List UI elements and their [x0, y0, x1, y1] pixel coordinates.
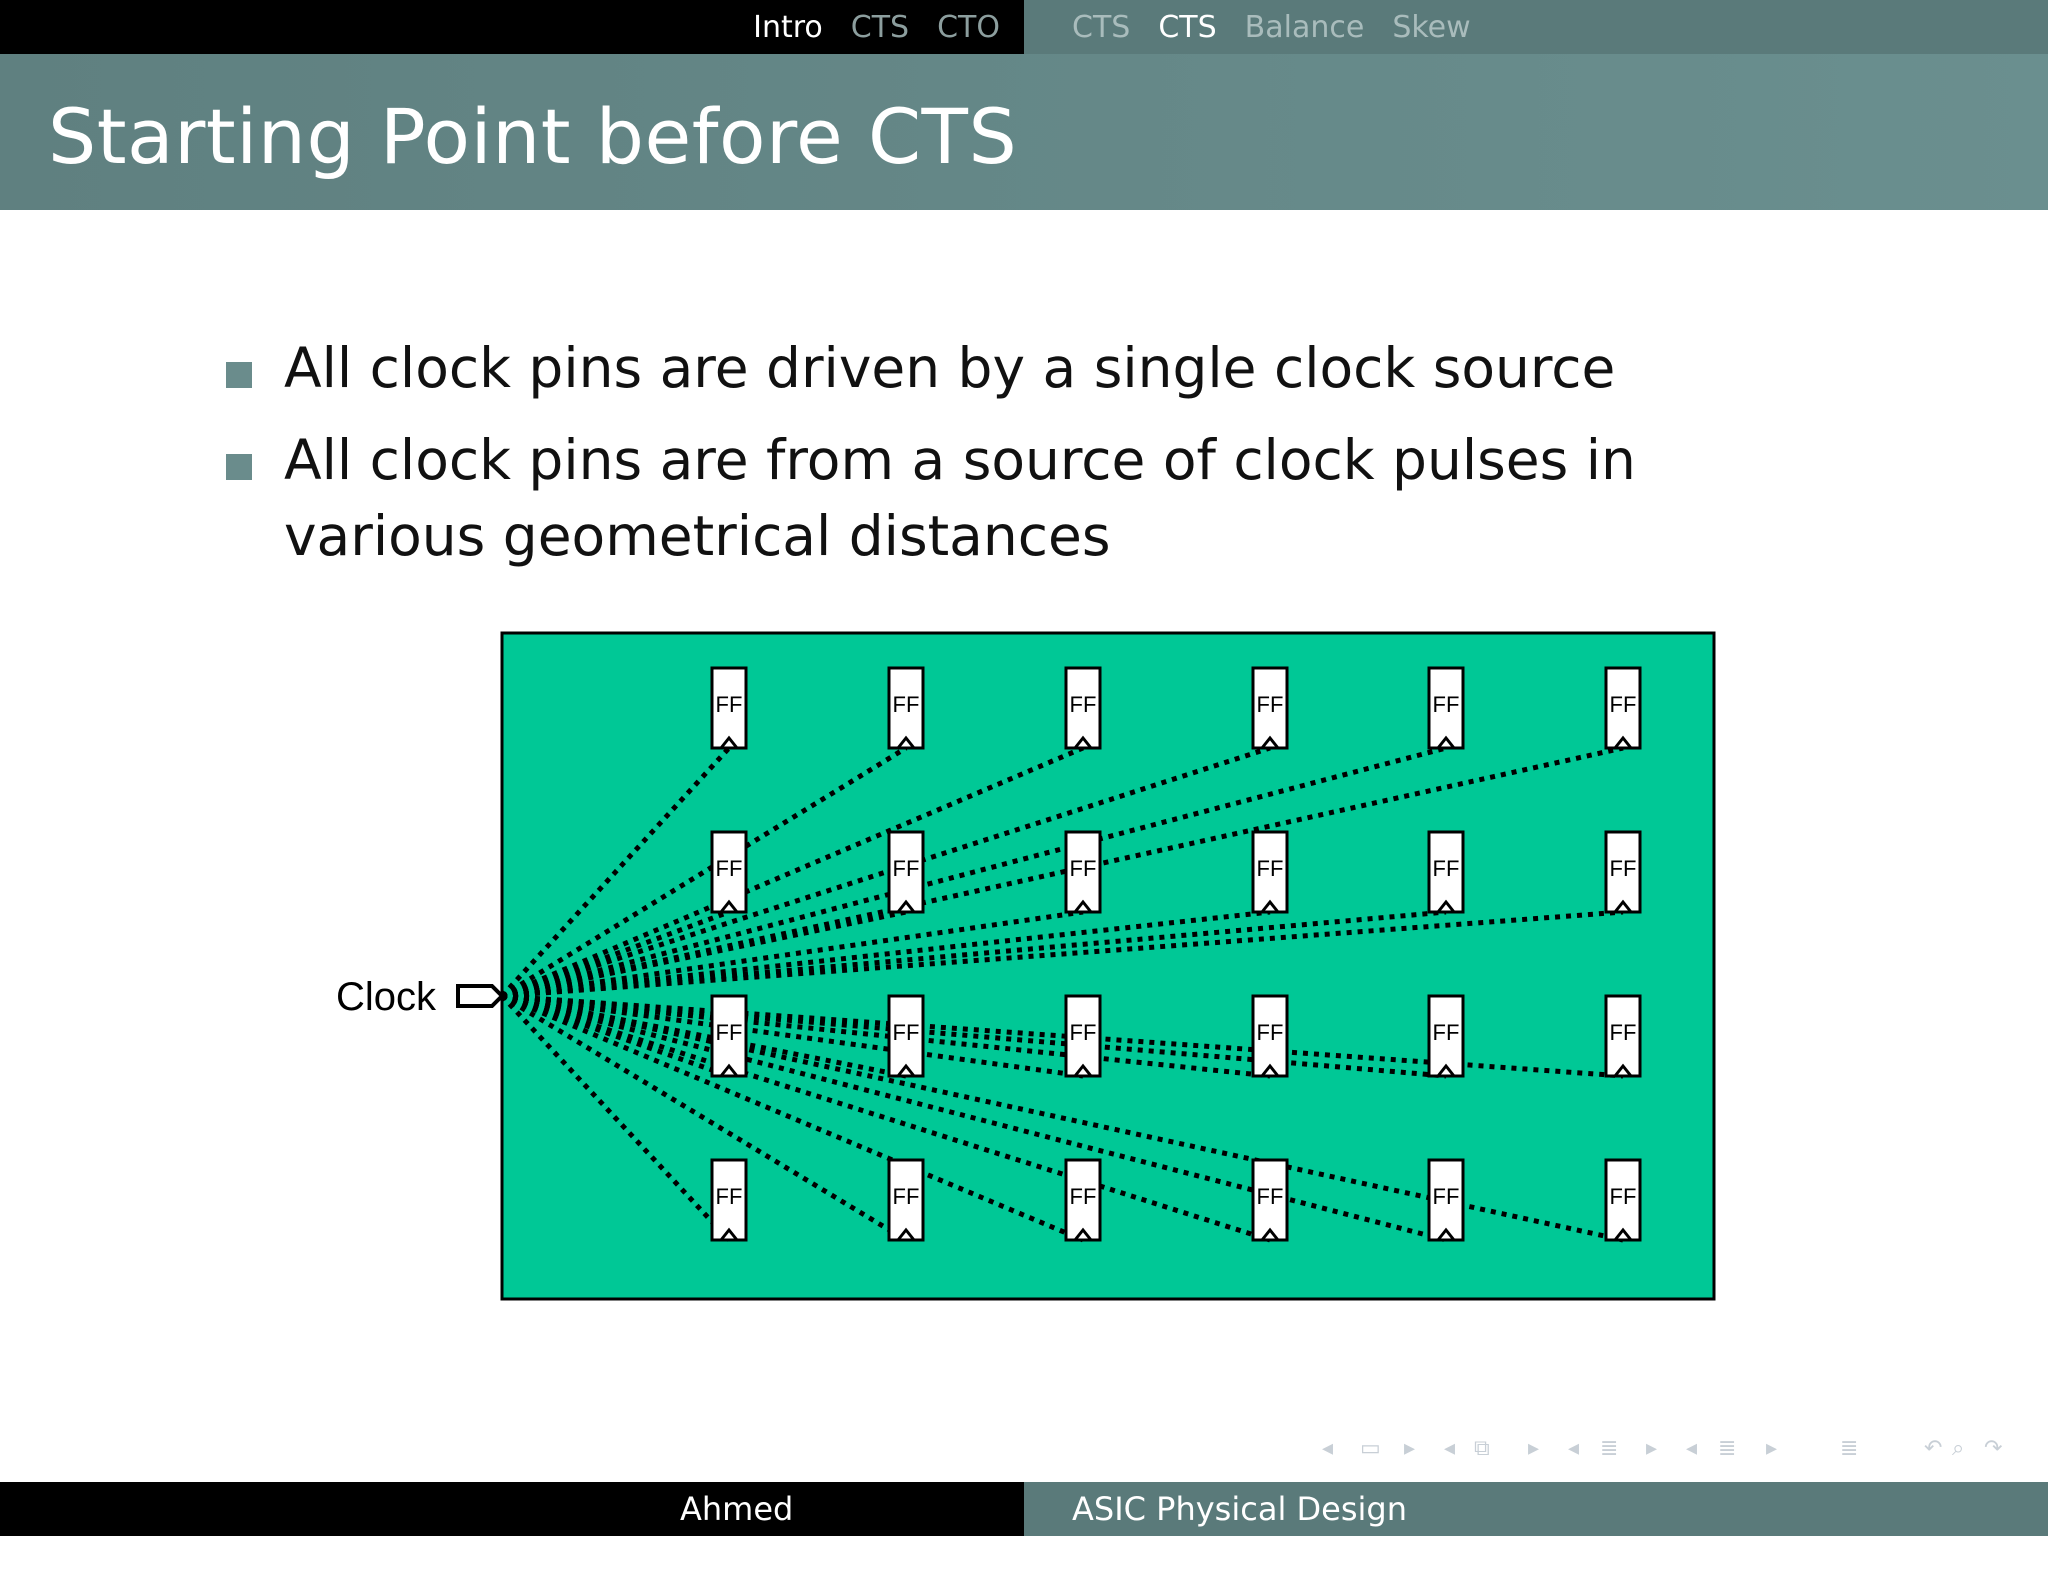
nav-forward-icon[interactable]: ↷	[1984, 1436, 2003, 1461]
flip-flop-label: FF	[1609, 692, 1637, 717]
flip-flop-cell	[889, 1160, 923, 1240]
clock-label: Clock	[336, 975, 437, 1019]
flip-flop-cell	[1066, 668, 1100, 748]
nav-back-icon[interactable]: ↶	[1924, 1436, 1943, 1461]
flip-flop-label: FF	[892, 856, 920, 881]
nav-item-cto[interactable]: CTO	[937, 9, 1000, 45]
flip-flop-label: FF	[892, 1020, 920, 1045]
flip-flop-cell	[1066, 996, 1100, 1076]
flip-flop-label: FF	[1256, 1184, 1284, 1209]
nav-item-skew[interactable]: Skew	[1392, 9, 1471, 45]
nav-section-icon[interactable]: ≣	[1600, 1436, 1619, 1461]
flip-flop-cell	[889, 996, 923, 1076]
nav-section-next-icon[interactable]: ▸	[1646, 1436, 1658, 1461]
flip-flop-label: FF	[1069, 1020, 1097, 1045]
flip-flop-label: FF	[1609, 856, 1637, 881]
flip-flop-label: FF	[1432, 1020, 1460, 1045]
flip-flop-label: FF	[715, 856, 743, 881]
nav-frame-prev-icon[interactable]: ◂	[1322, 1436, 1334, 1461]
bullet-text: All clock pins are driven by a single clock source	[284, 336, 1616, 400]
flip-flop-label: FF	[715, 692, 743, 717]
footer-course: ASIC Physical Design	[1072, 1490, 1407, 1528]
flip-flop-label: FF	[1256, 856, 1284, 881]
clock-port-icon	[458, 986, 502, 1006]
flip-flop-cell	[1429, 1160, 1463, 1240]
nav-doc-icon[interactable]: ≣	[1840, 1436, 1859, 1461]
footer-left	[0, 1482, 1024, 1582]
flip-flop-label: FF	[1069, 1184, 1097, 1209]
die-area	[502, 633, 1714, 1299]
flip-flop-cell	[1606, 1160, 1640, 1240]
flip-flop-cell	[1429, 996, 1463, 1076]
flip-flop-label: FF	[1069, 692, 1097, 717]
flip-flop-cell	[1066, 1160, 1100, 1240]
flip-flop-cell	[1253, 996, 1287, 1076]
nav-item-balance[interactable]: Balance	[1244, 9, 1365, 45]
flip-flop-label: FF	[715, 1184, 743, 1209]
flip-flop-label: FF	[892, 1184, 920, 1209]
flip-flop-label: FF	[1609, 1184, 1637, 1209]
nav-item-cts-2[interactable]: CTS	[1158, 9, 1217, 45]
flip-flop-label: FF	[1432, 856, 1460, 881]
flip-flop-cell	[1253, 1160, 1287, 1240]
bullet-text: All clock pins are from a source of clock pulses in various geometrical distances	[284, 428, 1636, 568]
flip-flop-label: FF	[1256, 1020, 1284, 1045]
nav-subsection-next-icon[interactable]: ▸	[1528, 1436, 1540, 1461]
beamer-nav-symbols	[1320, 1436, 2040, 1466]
flip-flop-cell	[1253, 668, 1287, 748]
flip-flop-cell	[1606, 832, 1640, 912]
flip-flop-label: FF	[1432, 692, 1460, 717]
flip-flop-label: FF	[715, 1020, 743, 1045]
nav-part-icon[interactable]: ≣	[1718, 1436, 1737, 1461]
nav-frame-next-icon[interactable]: ▸	[1404, 1436, 1416, 1461]
flip-flop-cell	[1429, 668, 1463, 748]
flip-flop-cell	[712, 668, 746, 748]
nav-search-icon[interactable]: ⌕	[1952, 1436, 1965, 1461]
nav-subsection-prev-icon[interactable]: ◂	[1444, 1436, 1456, 1461]
nav-part-prev-icon[interactable]: ◂	[1686, 1436, 1698, 1461]
flip-flop-cell	[712, 832, 746, 912]
flip-flop-label: FF	[1609, 1020, 1637, 1045]
flip-flop-cell	[889, 832, 923, 912]
flip-flop-label: FF	[1432, 1184, 1460, 1209]
footer-right	[1024, 1482, 2048, 1536]
flip-flop-label: FF	[892, 692, 920, 717]
nav-subsection-icon[interactable]: ⧉	[1474, 1436, 1490, 1461]
nav-item-intro[interactable]: Intro	[753, 9, 823, 45]
footer-bar	[0, 1482, 2048, 1582]
nav-part-next-icon[interactable]: ▸	[1766, 1436, 1778, 1461]
nav-item-cts[interactable]: CTS	[850, 9, 910, 45]
flip-flop-cell	[889, 668, 923, 748]
flip-flop-cell	[1429, 832, 1463, 912]
flip-flop-cell	[1066, 832, 1100, 912]
flip-flop-label: FF	[1069, 856, 1097, 881]
nav-section-prev-icon[interactable]: ◂	[1568, 1436, 1580, 1461]
slide-title: Starting Point before CTS	[48, 92, 1018, 181]
flip-flop-cell	[712, 1160, 746, 1240]
footer-author: Ahmed Abdelazeem	[680, 1490, 879, 1582]
flip-flop-cell	[1606, 668, 1640, 748]
flip-flop-cell	[712, 996, 746, 1076]
nav-frame-icon[interactable]: ▭	[1360, 1436, 1381, 1461]
nav-item-cts-1[interactable]: CTS	[1072, 9, 1131, 45]
flip-flop-cell	[1606, 996, 1640, 1076]
flip-flop-label: FF	[1256, 692, 1284, 717]
flip-flop-cell	[1253, 832, 1287, 912]
